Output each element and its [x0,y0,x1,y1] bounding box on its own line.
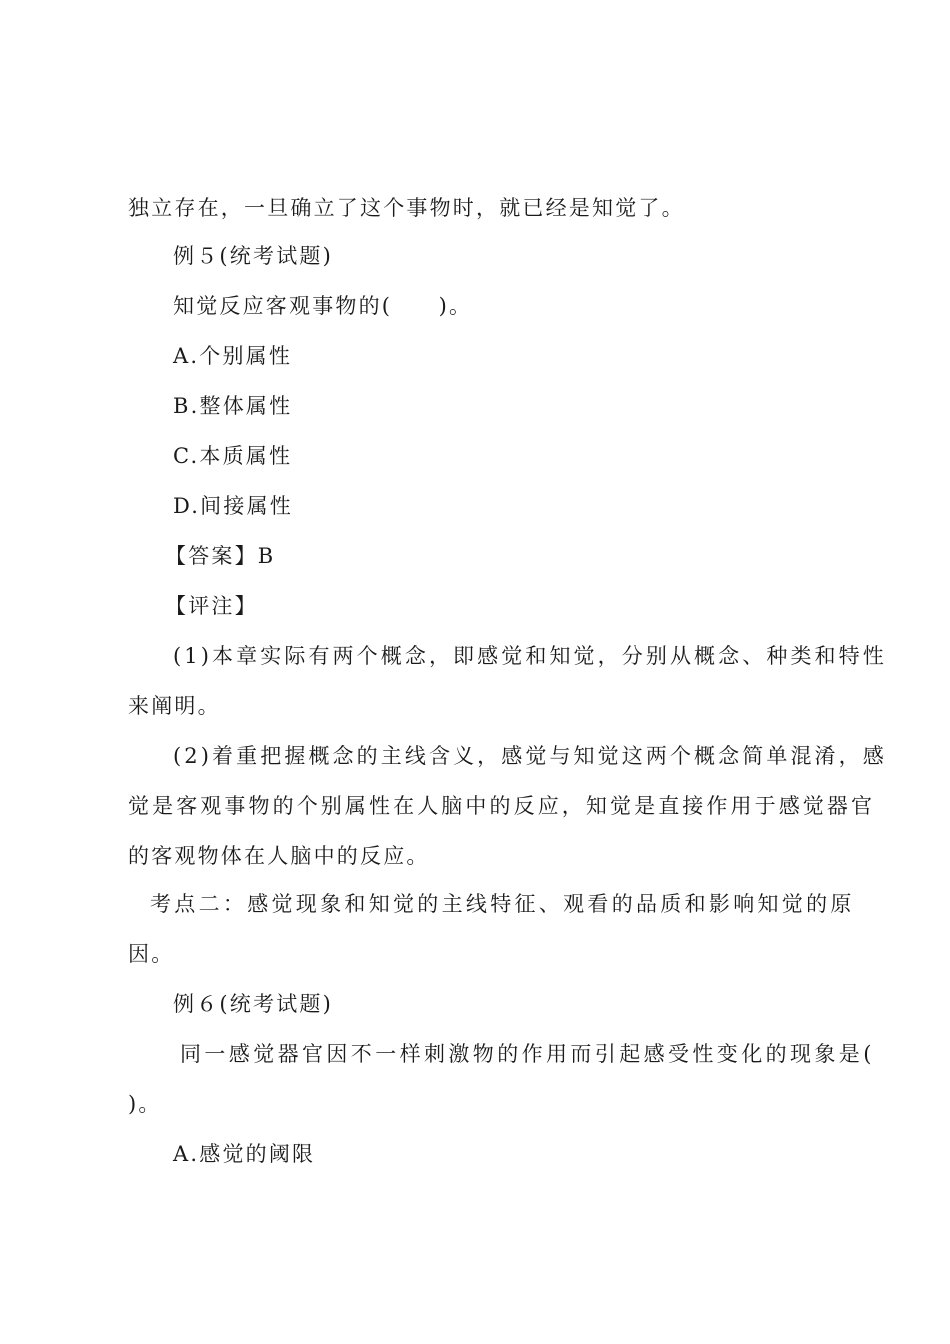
example-5-heading: 例５(统考试题) [173,244,333,268]
paragraph-continuation: 独立存在，一旦确立了这个事物时，就已经是知觉了。 [128,196,685,220]
comment-label: 【评注】 [165,594,258,618]
option-b: B.整体属性 [173,394,293,418]
exam-point-2-line-2: 因。 [128,942,175,966]
comment-point-1-line-2: 来阐明。 [128,694,221,718]
question-6-line-1: 同一感觉器官因不一样刺激物的作用而引起感受性变化的现象是( [180,1042,875,1066]
example-6-heading: 例６(统考试题) [173,992,333,1016]
question-5-text: 知觉反应客观事物的( )。 [173,294,473,318]
option-d: D.间接属性 [173,494,293,518]
comment-point-2-line-3: 的客观物体在人脑中的反应。 [128,844,430,868]
option-c: C.本质属性 [173,444,293,468]
option-a: A.个别属性 [173,344,293,368]
exam-point-2-line-1: 考点二：感觉现象和知觉的主线特征、观看的品质和影响知觉的原 [150,892,855,916]
comment-point-1-line-1: (1)本章实际有两个概念，即感觉和知觉，分别从概念、种类和特性 [173,644,887,668]
option-6-a: A.感觉的阈限 [173,1142,316,1166]
comment-point-2-line-2: 觉是客观事物的个别属性在人脑中的反应，知觉是直接作用于感觉器官 [128,794,876,818]
question-6-line-2: )。 [128,1092,162,1116]
answer-label: 【答案】B [165,544,276,568]
comment-point-2-line-1: (2)着重把握概念的主线含义，感觉与知觉这两个概念简单混淆，感 [173,744,887,768]
